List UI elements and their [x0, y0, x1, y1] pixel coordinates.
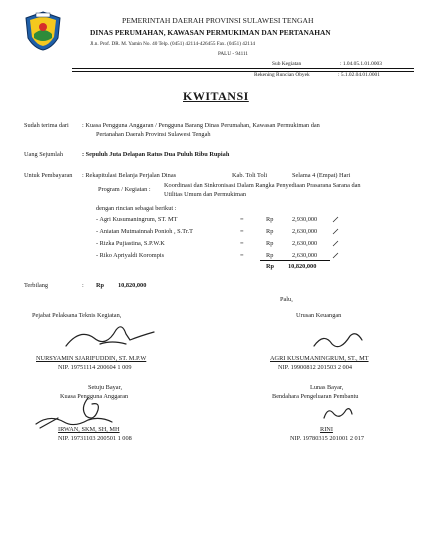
received-from-label: Sudah terima dari: [24, 122, 69, 129]
item-name: - Riko Apriyaldi Korompis: [96, 252, 165, 259]
program-line2: Utilitas Umum dan Permukiman: [164, 191, 247, 198]
item-eq: =: [240, 240, 244, 247]
place-date: Palu,: [280, 296, 293, 303]
sub-kegiatan-value: : 1.04.05.1.01.0003: [340, 61, 382, 67]
item-currency: Rp: [266, 240, 274, 247]
bp-nip: NIP. 19780315 201001 2 017: [290, 435, 364, 442]
program-line1: Koordinasi dan Sinkronisasi Dalam Rangka Penyediaan Prasarana Sarana dan: [164, 182, 361, 189]
sub-kegiatan-label: Sub Kegiatan: [272, 61, 302, 67]
total-amount: 10,820,000: [288, 263, 317, 270]
keu-name: AGRI KUSUMANINGRUM, ST., MT: [270, 355, 369, 362]
terbilang-currency: Rp: [96, 282, 105, 289]
kpa-name: IRWAN, SKM, SH, MH: [58, 426, 120, 433]
item-amount: 2,630,000: [292, 228, 318, 235]
gov-name: PEMERINTAH DAERAH PROVINSI SULAWESI TENGAH: [122, 16, 314, 25]
item-eq: =: [240, 216, 244, 223]
amount-words-value: : Sepuluh Juta Delapan Ratus Dua Puluh Ribu Rupiah: [82, 151, 230, 158]
bp-signature: [318, 402, 358, 424]
item-amount: 2,630,000: [292, 252, 318, 259]
pptk-name: NURSYAMIN SJARIFUDDIN, ST. M.P.W: [36, 355, 147, 362]
kpa-title1: Setuju Bayar,: [88, 384, 123, 391]
item-eq: =: [240, 228, 244, 235]
pptk-nip: NIP. 19751114 200604 1 009: [58, 364, 132, 371]
terbilang-amount: 10,820,000: [118, 282, 147, 289]
item-currency: Rp: [266, 252, 274, 259]
keu-nip: NIP. 19900812 201503 2 004: [278, 364, 352, 371]
check-marks: [330, 214, 342, 264]
received-from-line2: Pertanahan Daerah Provinsi Sulawesi Tengah: [96, 131, 211, 138]
agency-city: PALU - 94111: [218, 51, 248, 57]
item-currency: Rp: [266, 228, 274, 235]
keu-signature: [310, 326, 370, 354]
pptk-signature: [60, 318, 160, 354]
received-from-line1: : Kuasa Pengguna Anggaran / Pengguna Barang Dinas Perumahan, Kawasan Permukiman dan: [82, 122, 320, 129]
item-amount: 2,630,000: [292, 240, 318, 247]
header-rule-thick: [72, 68, 414, 69]
agency-name: DINAS PERUMAHAN, KAWASAN PERMUKIMAN DAN PERTANAHAN: [90, 28, 331, 37]
item-name: - Agri Kusumaningrum, ST. MT: [96, 216, 178, 223]
item-amount: 2,930,000: [292, 216, 318, 223]
amount-words-label: Uang Sejumlah: [24, 151, 63, 158]
terbilang-label: Terbilang: [24, 282, 49, 289]
bp-title1: Lunas Bayar,: [310, 384, 344, 391]
rekening-label: Rekening Runcian Obyek: [254, 72, 310, 78]
page-title: KWITANSI: [183, 89, 249, 103]
rekening-value: : 5.1.02.04.01.0001: [338, 72, 380, 78]
keu-title: Urusan Keuangan: [296, 312, 342, 319]
agency-address: Jl.n. Prof. DR. M. Yamin No. 40 Telp. (0451) 42114-426455 Fax. (0451) 42114: [90, 41, 256, 47]
program-label: Program / Kegiatan :: [98, 186, 151, 193]
item-name: - Rizka Pujiastina, S.P.W.K: [96, 240, 165, 247]
total-currency: Rp: [266, 263, 275, 270]
item-name: - Aniatan Mutmainnah Ponioh , S.Tr.T: [96, 228, 194, 235]
purpose-duration: Selama 4 (Empat) Hari: [292, 172, 351, 179]
kpa-nip: NIP. 19731103 200501 1 008: [58, 435, 132, 442]
bp-name: RINI: [320, 426, 333, 433]
terbilang-sep: :: [82, 282, 84, 289]
kpa-title2: Kuasa Pengguna Anggaran: [60, 393, 129, 400]
detail-label: dengan rincian sebagai berikut :: [96, 205, 177, 212]
pptk-title: Pejabat Pelaksana Teknis Kegiatan,: [32, 312, 122, 319]
bp-title2: Bendahara Pengeluaran Pembantu: [272, 393, 359, 400]
item-currency: Rp: [266, 216, 274, 223]
total-rule: [260, 260, 330, 261]
item-eq: =: [240, 252, 244, 259]
purpose-label: Untuk Pembayaran: [24, 172, 73, 179]
purpose-line1: : Rekapitulasi Belanja Perjalan Dinas: [82, 172, 177, 179]
sulteng-logo: [22, 10, 64, 52]
purpose-place: Kab. Toli Toli: [232, 172, 268, 179]
